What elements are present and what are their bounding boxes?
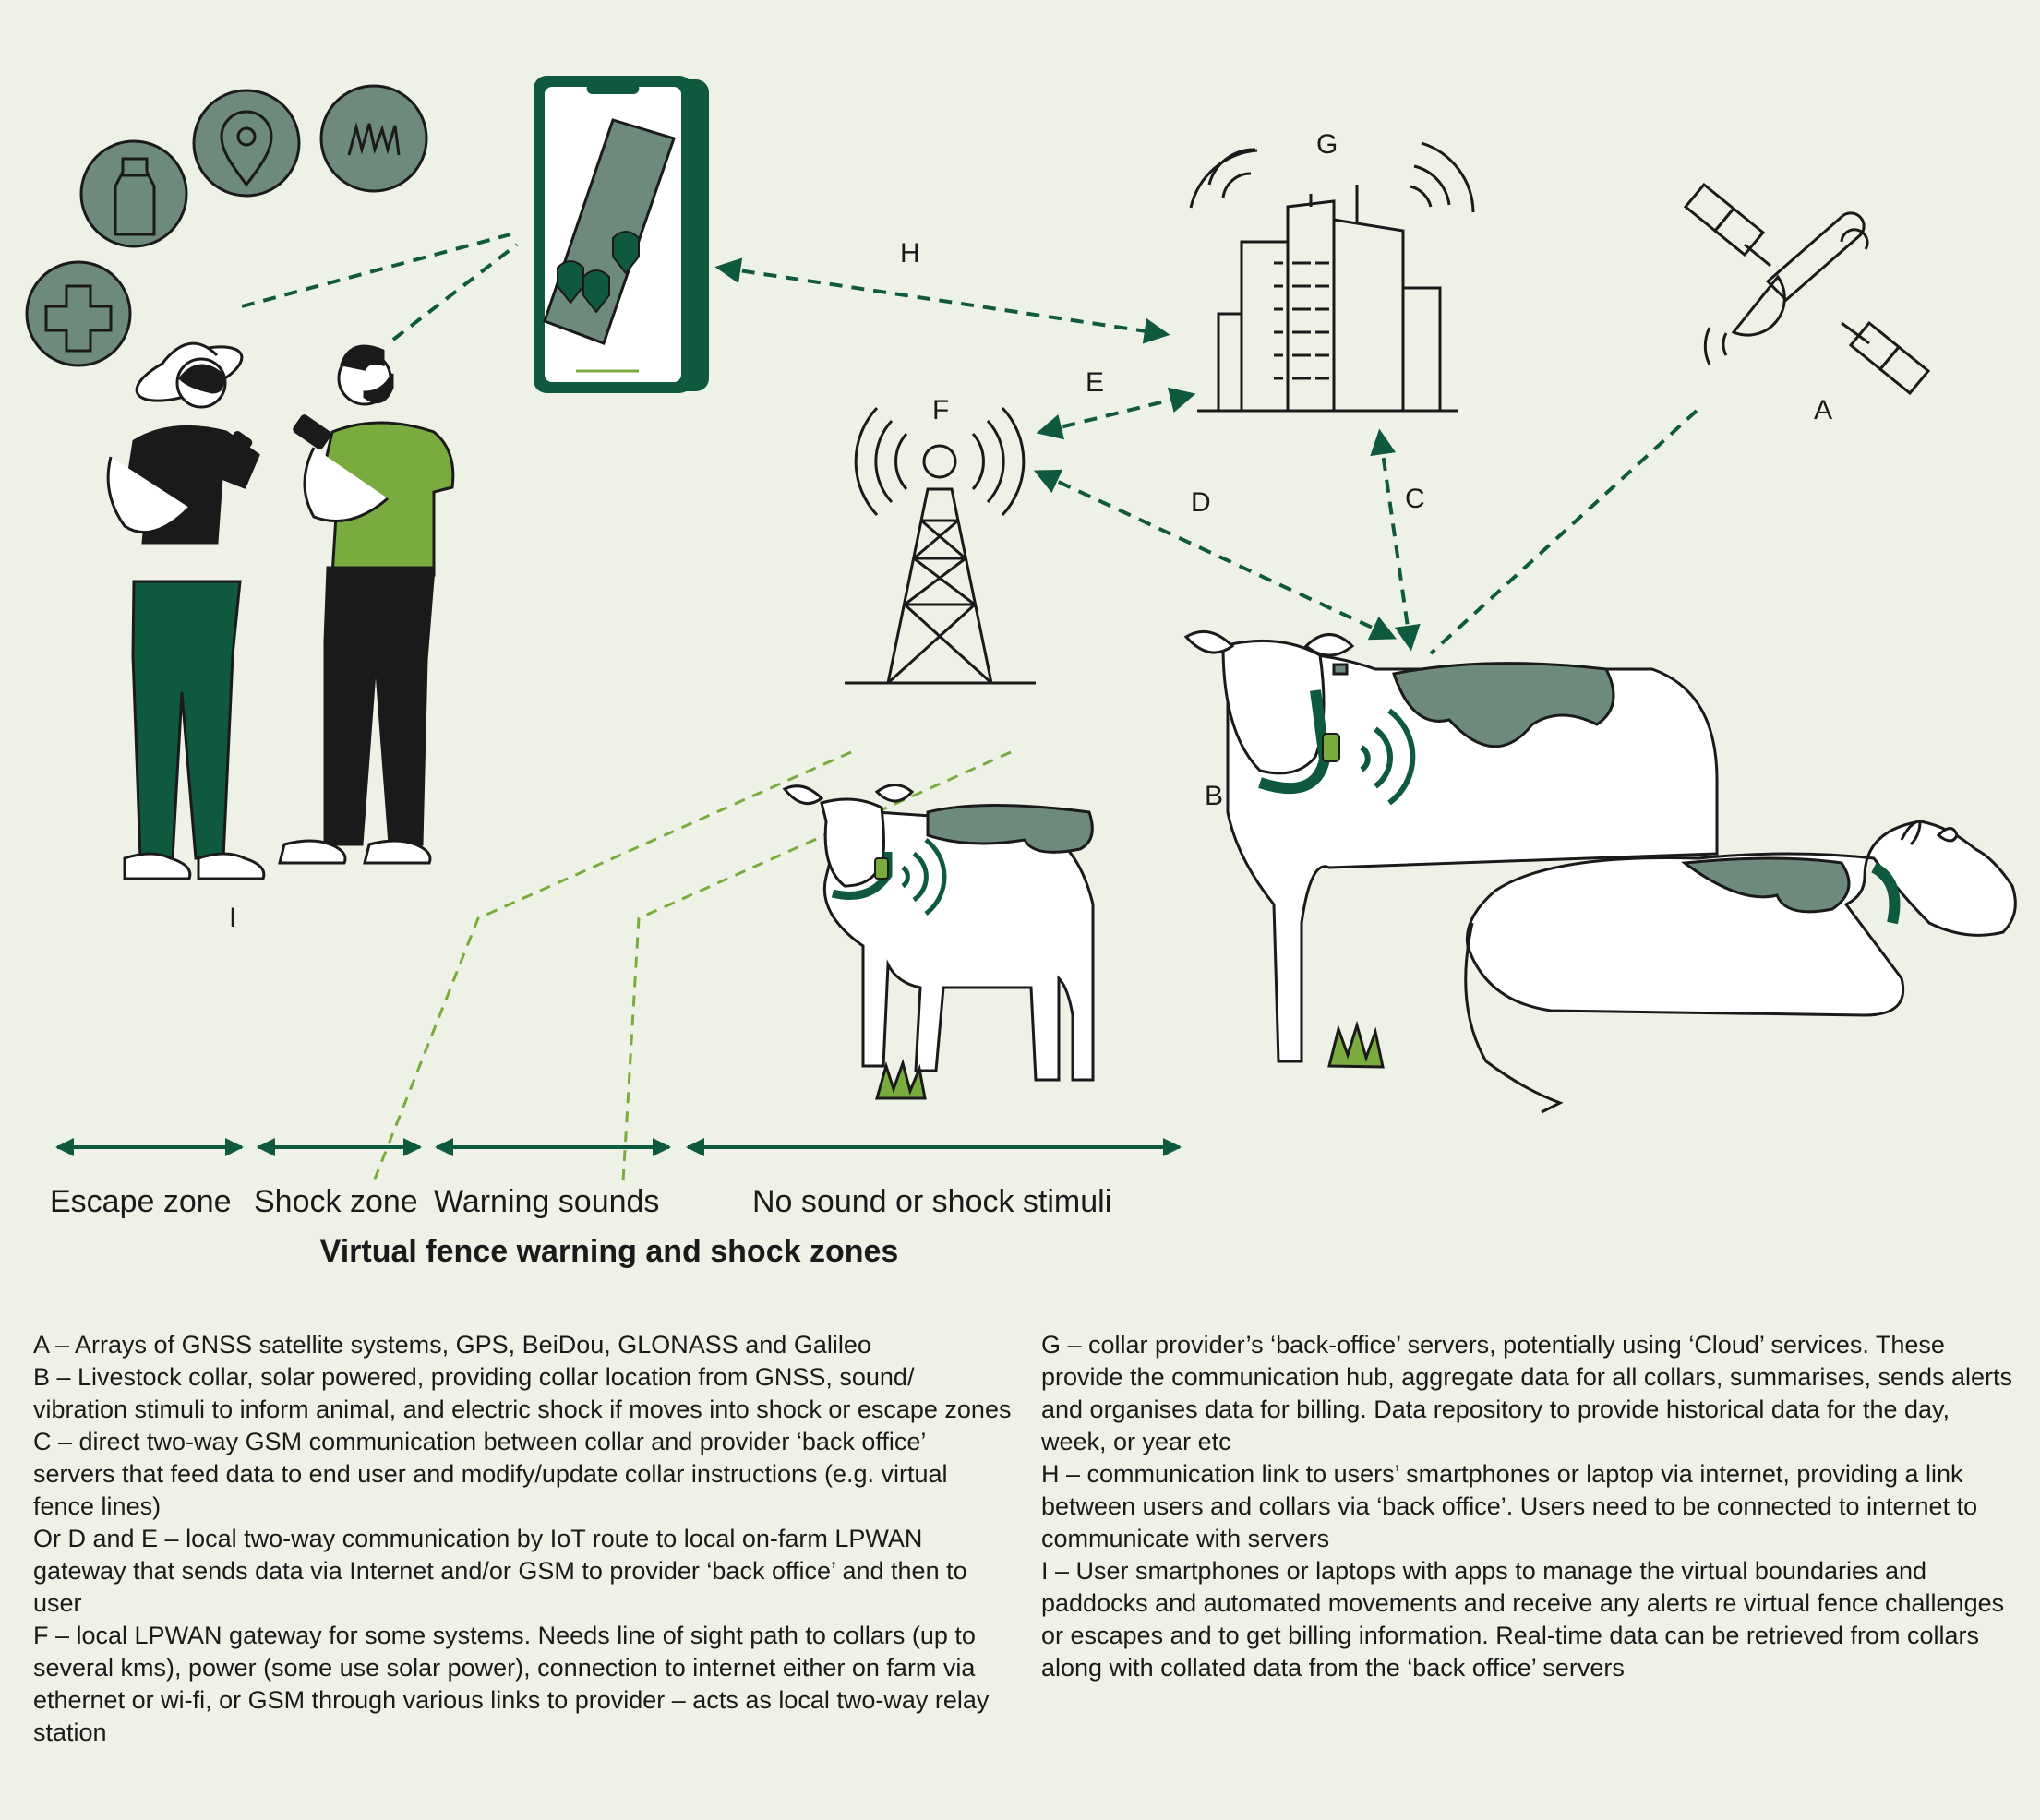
label-b: B (1205, 781, 1224, 811)
legend-right (1041, 1329, 2020, 1684)
legend-item-i: I – User smartphones or laptops with apps to manage the virtual boundaries and paddocks and automated movements and receive any alerts re virtual fence challenges or escapes and to get billing information. Real-time data can be retrieved from collars along with collated data from the ‘back office’ servers (1041, 1557, 2005, 1682)
zone-label-warning: Warning sounds (434, 1184, 660, 1219)
cow-icon (1466, 821, 2016, 1112)
fence-line-outer (374, 752, 851, 1181)
grass-icon (321, 86, 426, 191)
legend-item-b: B – Livestock collar, solar powered, providing collar location from GNSS, sound/ vibration stimuli to inform animal, and electric shock if moves into shock or escape zones (33, 1363, 1012, 1423)
label-i: I (229, 903, 237, 933)
label-g: G (1316, 129, 1338, 160)
icons-to-phone-line (242, 234, 510, 306)
zone-label-escape: Escape zone (50, 1184, 232, 1219)
user-to-phone-line (393, 245, 517, 340)
legend-left (33, 1329, 1012, 1749)
link-e-arrow (1041, 395, 1191, 432)
legend-item-d-e: Or D and E – local two-way communication by IoT route to local on-farm LPWAN gateway that sends data via Internet and/or GSM to provider ‘back office’ and then to user (33, 1525, 967, 1617)
location-pin-icon (194, 90, 299, 196)
legend-item-g: G – collar provider’s ‘back-office’ servers, potentially using ‘Cloud’ services. These provide the communication hub, aggregate data for all collars, summarises, sends alerts and organises data for billing. Data repository to provide historical data for the day, week, or year etc (1041, 1331, 2013, 1455)
label-c: C (1405, 484, 1425, 514)
link-h-arrow (720, 268, 1165, 334)
zone-label-shock: Shock zone (254, 1184, 418, 1219)
label-h: H (900, 238, 920, 269)
label-f: F (932, 395, 950, 425)
smartphone-icon (534, 76, 709, 393)
zone-label-none: No sound or shock stimuli (752, 1184, 1112, 1219)
radio-tower-icon (845, 408, 1036, 683)
legend-item-a: A – Arrays of GNSS satellite systems, GPS, BeiDou, GLONASS and Galileo (33, 1331, 871, 1359)
legend-item-c: C – direct two-way GSM communication between collar and provider ‘back office’ servers that feed data to end user and modify/update collar instructions (e.g. virtual fence lines) (33, 1428, 948, 1520)
person-icon (108, 336, 453, 879)
link-c-arrow (1380, 434, 1410, 646)
label-a: A (1814, 395, 1833, 425)
link-d-arrow (1038, 473, 1392, 637)
link-a-line (1431, 411, 1697, 653)
plus-icon (27, 262, 130, 365)
label-d: D (1191, 487, 1211, 518)
legend-item-h: H – communication link to users’ smartphones or laptop via internet, providing a link between users and collars via ‘back office’. Users need to be connected to internet to communicate with servers (1041, 1460, 1978, 1552)
server-building-icon (1191, 143, 1473, 411)
label-e: E (1086, 367, 1105, 398)
milk-bottle-icon (81, 141, 186, 246)
zones-title: Virtual fence warning and shock zones (319, 1234, 899, 1269)
satellite-icon (1686, 185, 1928, 393)
legend-item-f: F – local LPWAN gateway for some systems. Needs line of sight path to collars (up to several kms), power (some use solar power), connection to internet either on farm via ethernet or wi-fi, or GSM through various links to provider – acts as local two-way relay station (33, 1622, 990, 1746)
cow-icon (785, 785, 1093, 1099)
